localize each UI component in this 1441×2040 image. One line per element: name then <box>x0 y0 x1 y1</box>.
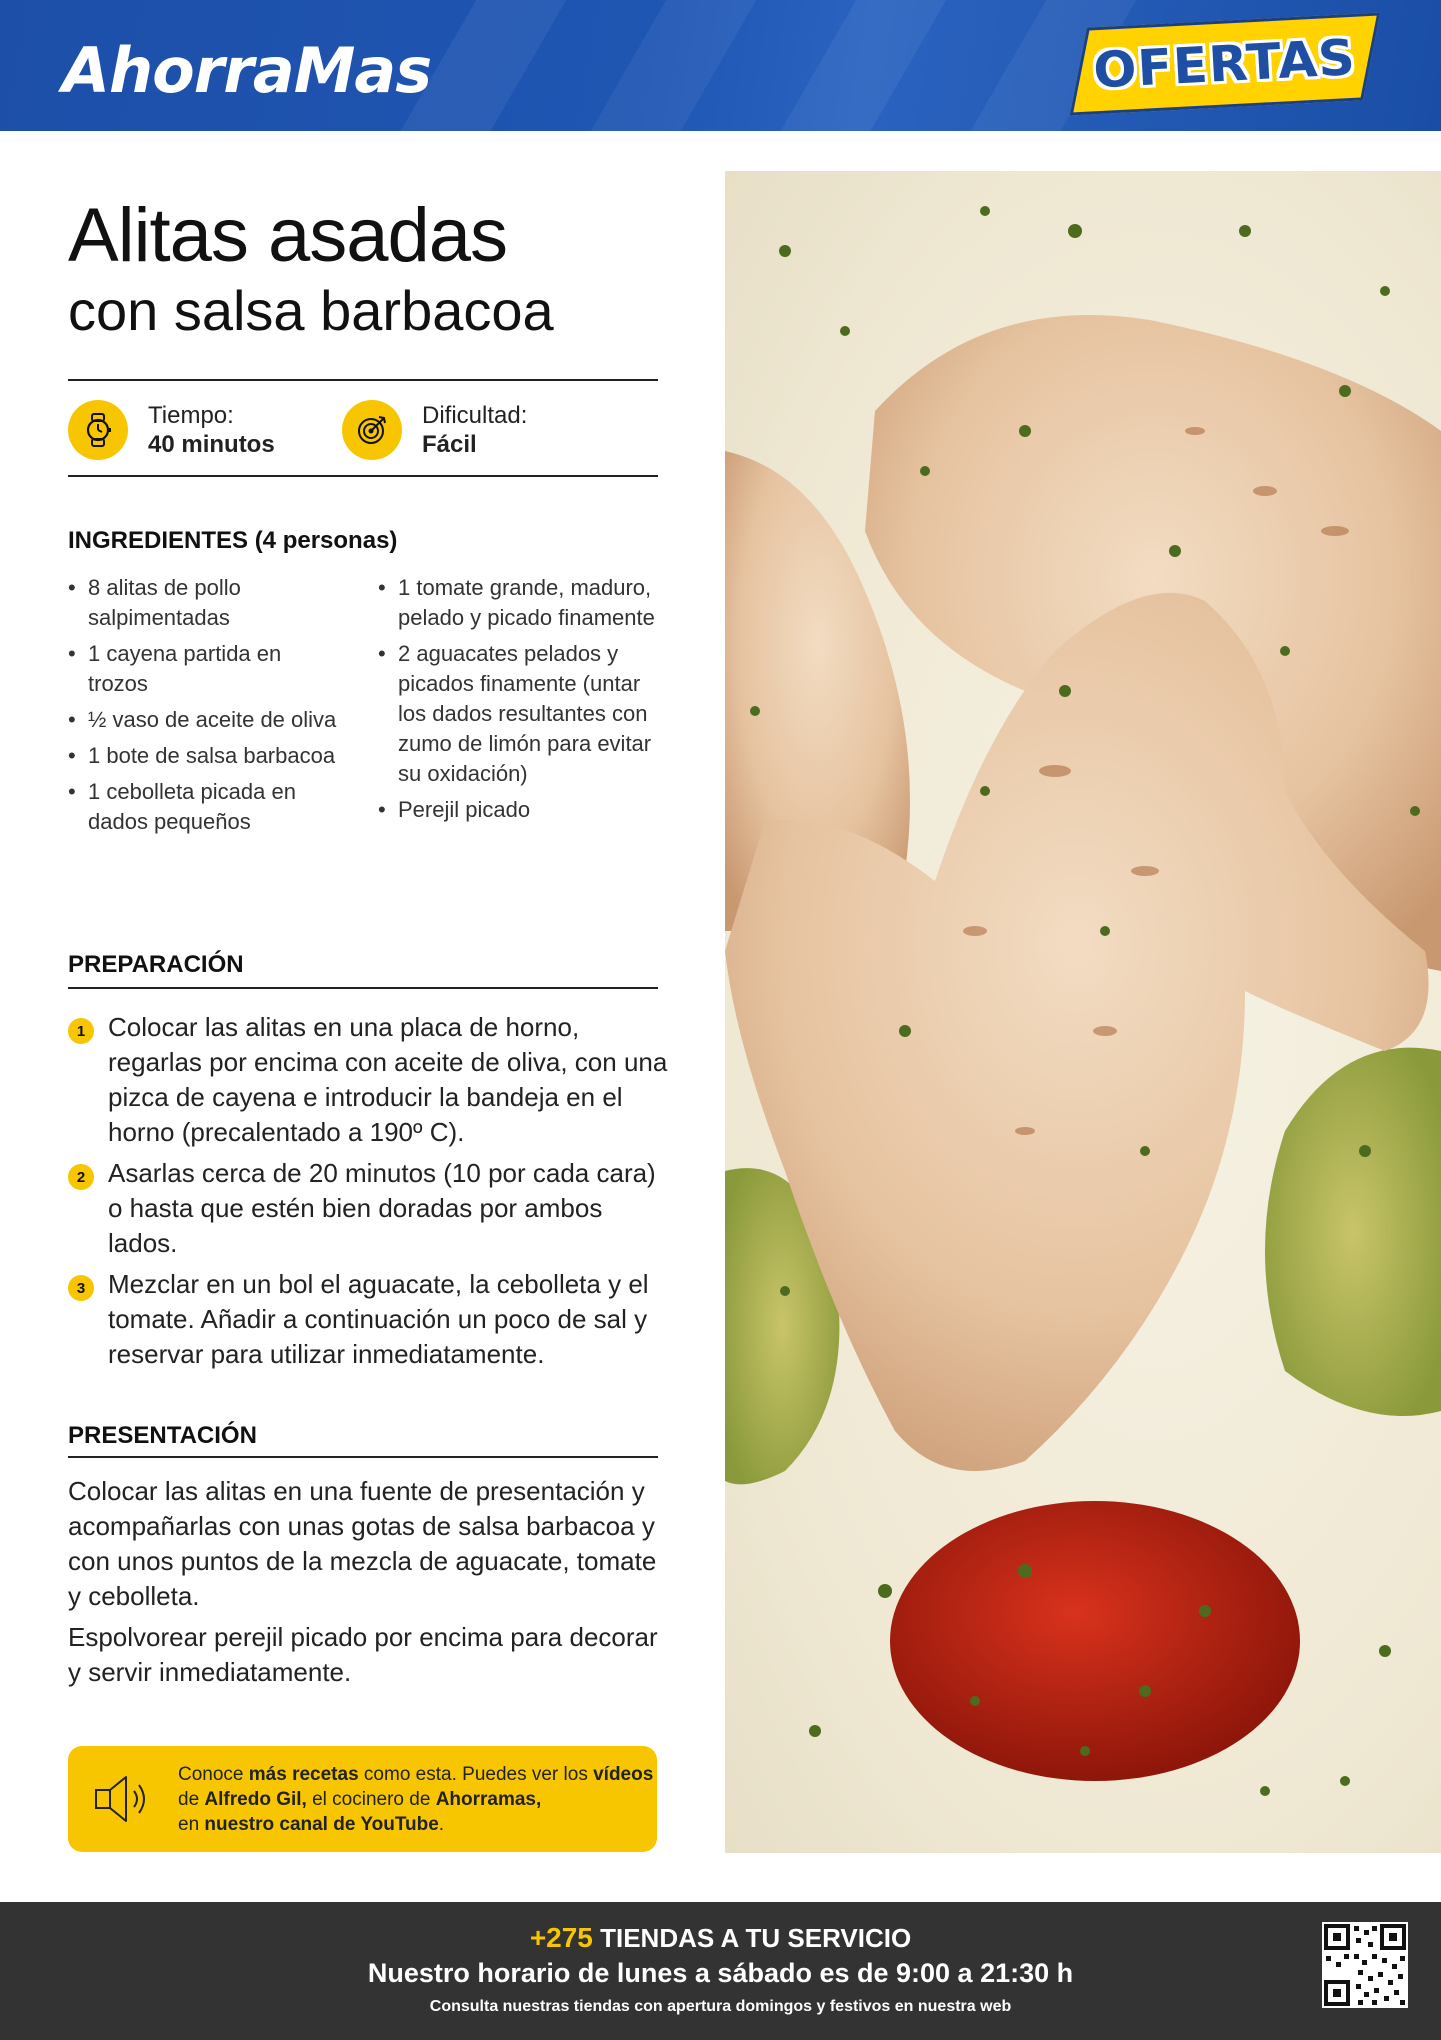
ahorramas-logo[interactable] <box>62 34 432 107</box>
ofertas-badge[interactable] <box>1070 12 1381 115</box>
difficulty-info <box>342 397 527 463</box>
time-info <box>68 397 275 463</box>
recipe-title: Alitas asadas <box>68 193 508 278</box>
logo-text: AhorraMas <box>62 34 432 107</box>
time-label: Tiempo: <box>148 402 234 429</box>
more-recipes-link[interactable]: más recetas <box>248 1763 359 1785</box>
list-item: • Perejil picado <box>378 795 668 825</box>
preparation-step <box>68 1267 668 1372</box>
list-item: • 2 aguacates pelados y picados finamente (untar los dados resultantes con zumo de limón para evitar su oxidación) <box>378 639 668 789</box>
info-text-part: Conoce <box>178 1763 249 1785</box>
ingredients-heading: INGREDIENTES (4 personas) <box>68 527 398 554</box>
ingredients-list-2 <box>378 573 668 831</box>
difficulty-value: Fácil <box>422 431 477 458</box>
footer <box>0 1902 1441 2040</box>
target-icon <box>342 400 402 460</box>
header-stripe <box>752 0 957 131</box>
preparation-heading: PREPARACIÓN <box>68 951 244 978</box>
preparation-steps <box>68 1010 668 1378</box>
info-text-part: como esta. Puedes ver los <box>358 1763 594 1785</box>
step-text: Colocar las alitas en una placa de horno, regarlas por encima con aceite de oliva, con una pizca de cayena e introducir la bandeja en el horno (precalentado a 190º C). <box>108 1012 668 1147</box>
list-item: • 1 cebolleta picada en dados pequeños <box>68 777 338 837</box>
list-item: • 1 cayena partida en trozos <box>68 639 338 699</box>
divider <box>68 1456 658 1458</box>
info-text-part: el cocinero de <box>306 1788 436 1810</box>
divider <box>68 987 658 989</box>
divider <box>68 379 658 381</box>
chef-name: Alfredo Gil, <box>204 1788 307 1810</box>
difficulty-label: Dificultad: <box>422 402 528 429</box>
header-banner <box>0 0 1441 131</box>
presentation-paragraph: Espolvorear perejil picado por encima para decorar y servir inmediatamente. <box>68 1622 658 1687</box>
footer-note: Consulta nuestras tiendas con apertura domingos y festivos en nuestra web <box>429 1998 1012 2015</box>
step-number-badge: 3 <box>68 1275 94 1301</box>
brand-name: Ahorramas, <box>435 1788 542 1810</box>
stores-text: TIENDAS A TU SERVICIO <box>592 1923 912 1953</box>
stores-count: +275 <box>529 1922 593 1953</box>
info-text-part: en <box>178 1813 205 1835</box>
youtube-info-box[interactable] <box>68 1746 657 1852</box>
recipe-subtitle: con salsa barbacoa <box>68 279 554 342</box>
info-text-part: de <box>178 1788 205 1810</box>
youtube-channel-link[interactable]: nuestro canal de YouTube <box>204 1813 439 1835</box>
step-number-badge: 2 <box>68 1164 94 1190</box>
videos-link[interactable]: vídeos <box>593 1763 654 1785</box>
time-value: 40 minutos <box>148 431 275 458</box>
chicken-wings-illustration <box>725 171 1441 1853</box>
list-item: • 8 alitas de pollo salpimentadas <box>68 573 338 633</box>
info-text <box>178 1762 657 1837</box>
stores-line <box>0 1922 1441 1954</box>
preparation-step <box>68 1010 668 1150</box>
presentation-paragraph: Colocar las alitas en una fuente de presentación y acompañarlas con unas gotas de salsa barbacoa y con unos puntos de la mezcla de aguacate, tomate y cebolleta. <box>68 1476 657 1611</box>
info-text-part: . <box>438 1813 445 1835</box>
presentation-heading: PRESENTACIÓN <box>68 1422 257 1449</box>
step-text: Asarlas cerca de 20 minutos (10 por cada cara) o hasta que estén bien doradas por ambos lados. <box>108 1158 656 1258</box>
watch-icon <box>68 400 128 460</box>
step-text: Mezclar en un bol el aguacate, la cebolleta y el tomate. Añadir a continuación un poco de sal y reservar para utilizar inmediatamente. <box>108 1269 649 1369</box>
list-item: • 1 bote de salsa barbacoa <box>68 741 338 771</box>
preparation-step <box>68 1156 668 1261</box>
speaker-icon <box>92 1771 154 1827</box>
list-item: • 1 tomate grande, maduro, pelado y picado finamente <box>378 573 668 633</box>
qr-code-icon[interactable] <box>1322 1922 1408 2008</box>
opening-hours: Nuestro horario de lunes a sábado es de 9:00 a 21:30 h <box>367 1958 1074 1988</box>
list-item: • ½ vaso de aceite de oliva <box>68 705 338 735</box>
header-stripe <box>562 0 767 131</box>
step-number-badge: 1 <box>68 1018 94 1044</box>
ingredients-list-1 <box>68 573 338 843</box>
divider <box>68 475 658 477</box>
ofertas-badge-label: OFERTAS <box>1092 28 1358 100</box>
recipe-photo <box>725 171 1441 1853</box>
